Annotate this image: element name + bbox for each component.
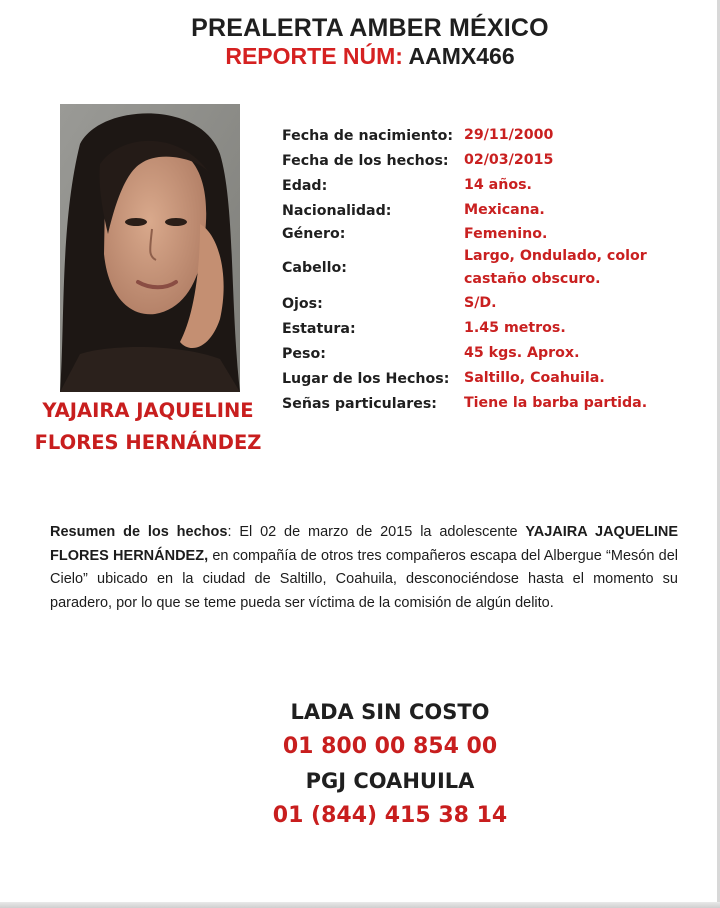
- fact-value: 1.45 metros.: [464, 320, 566, 336]
- fact-row: [282, 148, 702, 173]
- person-name: [28, 395, 268, 459]
- fact-label: Lugar de los Hechos:: [282, 370, 450, 387]
- fact-label: Edad:: [282, 177, 328, 194]
- fact-row: [282, 245, 702, 291]
- fact-row: [282, 291, 702, 316]
- fact-value: 45 kgs. Aprox.: [464, 345, 580, 361]
- report-number-line: [0, 43, 720, 70]
- fact-label: Cabello:: [282, 260, 347, 276]
- fact-value: Tiene la barba partida.: [464, 395, 648, 411]
- fact-value: S/D.: [464, 295, 497, 311]
- contact-phone-toll-free[interactable]: 01 800 00 854 00: [282, 734, 498, 759]
- report-label: REPORTE NÚM:: [225, 43, 403, 69]
- fact-value: Saltillo, Coahuila.: [464, 370, 605, 386]
- fact-row: [282, 198, 702, 223]
- fact-row: [282, 173, 702, 198]
- missing-person-photo: [60, 104, 240, 392]
- fact-row: [282, 366, 702, 391]
- summary-person-name: YAJAIRA JAQUELINE FLORES HERNÁNDEZ,: [50, 524, 679, 564]
- fact-label: Nacionalidad:: [282, 202, 392, 219]
- fact-value: Largo, Ondulado, color castaño obscuro.: [464, 248, 647, 287]
- fact-value: 02/03/2015: [464, 152, 554, 168]
- fact-value: Mexicana.: [464, 202, 545, 218]
- portrait-illustration: [60, 104, 240, 392]
- fact-row: [282, 123, 702, 148]
- report-number: AAMX466: [408, 43, 515, 69]
- page-title: PREALERTA AMBER MÉXICO: [191, 14, 549, 42]
- fact-row: [282, 341, 702, 366]
- fact-label: Fecha de nacimiento:: [282, 127, 453, 144]
- summary-text-1: : El 02 de marzo de 2015 la adolescente: [227, 524, 526, 540]
- contact-line-pgj: PGJ COAHUILA: [305, 769, 475, 793]
- contact-line-toll-free: LADA SIN COSTO: [290, 700, 490, 724]
- fact-value: 29/11/2000: [464, 127, 554, 143]
- contact-phone-pgj[interactable]: 01 (844) 415 38 14: [272, 803, 508, 828]
- summary-text-2: en compañía de otros tres compañeros escapa del Albergue “Mesón del Cielo” ubicado en la ciudad de Saltillo, Coahuila, desconociéndose hasta el momento su paradero, por lo que se teme pueda ser víctima de la comisión de algún delito.: [50, 547, 678, 611]
- person-name-line-2: FLORES HERNÁNDEZ: [34, 431, 262, 454]
- fact-label: Ojos:: [282, 295, 323, 312]
- fact-row: [282, 391, 702, 416]
- fact-label: Fecha de los hechos:: [282, 152, 449, 169]
- fact-row: [282, 316, 702, 341]
- page-edge-bottom: [0, 902, 720, 908]
- fact-label: Género:: [282, 226, 346, 242]
- fact-row: [282, 223, 702, 245]
- person-facts-table: [282, 123, 702, 416]
- fact-label: Estatura:: [282, 320, 356, 337]
- fact-value: 14 años.: [464, 177, 532, 193]
- person-name-line-1: YAJAIRA JAQUELINE: [42, 399, 254, 422]
- fact-label: Peso:: [282, 345, 326, 362]
- fact-label: Señas particulares:: [282, 395, 437, 412]
- fact-value: Femenino.: [464, 225, 548, 242]
- summary-label: Resumen de los hechos: [50, 524, 228, 540]
- summary-paragraph: [50, 521, 678, 615]
